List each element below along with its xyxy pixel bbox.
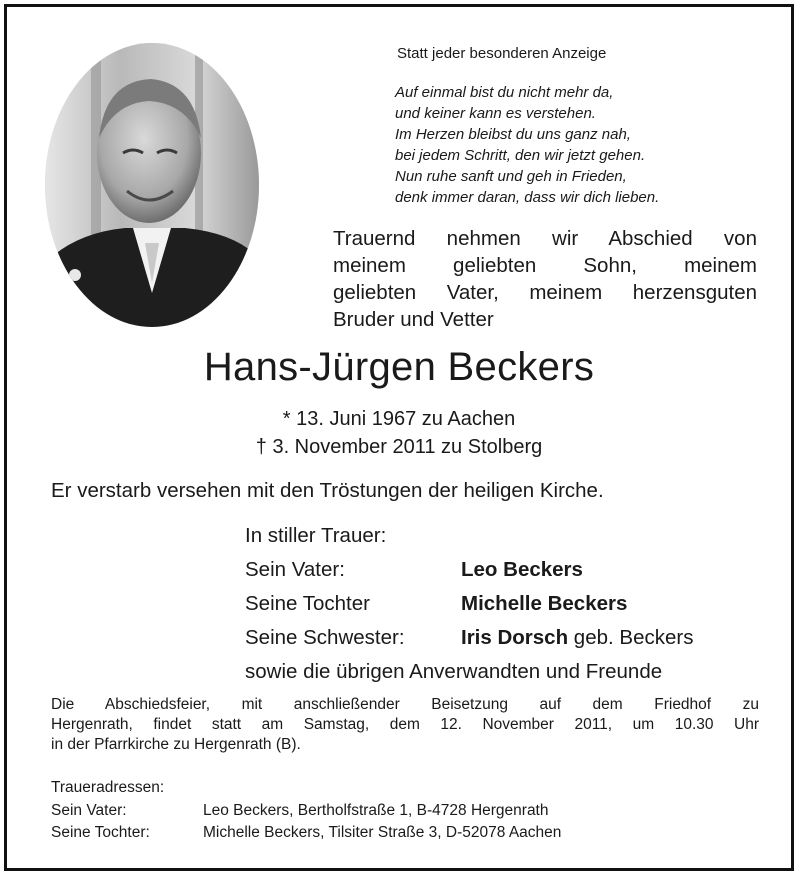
mourner-name: Iris Dorsch (461, 626, 569, 649)
church-line: Er verstarb versehen mit den Tröstungen der heiligen Kirche. (51, 479, 604, 502)
address-value: Leo Beckers, Bertholfstraße 1, B-4728 Hergenrath (203, 801, 549, 819)
poem-line: denk immer daran, dass wir dich lieben. (395, 189, 660, 206)
address-row (51, 800, 561, 823)
birth-date: * 13. Juni 1967 zu Aachen (282, 408, 516, 430)
deceased-name: Hans-Jürgen Beckers (203, 345, 595, 389)
mourner-role: Seine Schwester: (245, 626, 405, 649)
mourners-list (245, 519, 693, 689)
mourner-row (245, 553, 693, 587)
mourner-suffix: geb. Beckers (568, 626, 694, 649)
ceremony-info (51, 695, 759, 755)
mourner-role: Sein Vater: (245, 558, 345, 581)
intro-line: meinem geliebten Sohn, meinem (333, 254, 757, 277)
addresses-heading: Traueradressen: (51, 779, 165, 796)
ceremony-line: in der Pfarrkirche zu Hergenrath (B). (51, 736, 301, 753)
mourner-row (245, 587, 693, 621)
poem-line: Auf einmal bist du nicht mehr da, (395, 84, 614, 101)
ceremony-line: Die Abschiedsfeier, mit anschließender Beisetzung auf dem Friedhof zu (51, 696, 759, 713)
poem (395, 82, 659, 208)
mourner-name: Leo Beckers (461, 558, 583, 581)
mourning-addresses (51, 777, 561, 845)
intro-line: geliebten Vater, meinem herzensguten (333, 281, 757, 304)
death-date: † 3. November 2011 zu Stolberg (255, 436, 543, 458)
poem-line: und keiner kann es verstehen. (395, 105, 596, 122)
poem-line: Nun ruhe sanft und geh in Frieden, (395, 168, 627, 185)
address-label: Sein Vater: (51, 801, 127, 819)
poem-line: bei jedem Schritt, den wir jetzt gehen. (395, 147, 646, 164)
address-value: Michelle Beckers, Tilsiter Straße 3, D-52078 Aachen (203, 824, 562, 841)
address-row (51, 822, 561, 845)
intro-line: Trauernd nehmen wir Abschied von (333, 227, 757, 250)
address-label: Seine Tochter: (51, 824, 150, 841)
farewell-intro (333, 225, 757, 333)
intro-line: Bruder und Vetter (333, 308, 494, 331)
life-dates (7, 405, 791, 461)
ceremony-line: Hergenrath, findet statt am Samstag, dem 12. November 2011, um 10.30 Uhr (51, 716, 759, 733)
pre-title: Statt jeder besonderen Anzeige (397, 45, 607, 62)
poem-line: Im Herzen bleibst du uns ganz nah, (395, 126, 631, 143)
mourner-name: Michelle Beckers (461, 592, 628, 615)
mourners-heading: In stiller Trauer: (245, 524, 387, 547)
mourners-closing: sowie die übrigen Anverwandten und Freunde (245, 660, 663, 683)
mourner-role: Seine Tochter (245, 592, 370, 615)
obituary-notice (4, 4, 794, 871)
mourner-row (245, 621, 693, 655)
portrait-photo (45, 43, 259, 327)
